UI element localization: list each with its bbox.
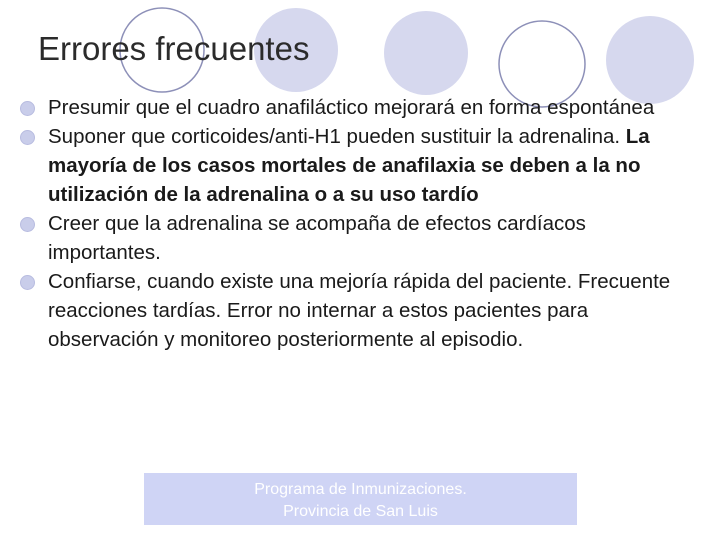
decor-circle-filled [606, 16, 694, 104]
bullet-list [12, 93, 702, 354]
list-item-text: Confiarse, cuando existe una mejoría rápida del paciente. Frecuente reacciones tardías. Error no internar a estos pacientes para observación y monitoreo posteriormente al episodio. [48, 270, 671, 351]
list-item [12, 122, 702, 209]
list-item [12, 209, 702, 267]
footer-box [144, 473, 577, 525]
bullet-icon [20, 101, 35, 116]
list-item-text: Suponer que corticoides/anti‑H1 pueden sustituir la adrenalina. [48, 125, 626, 148]
bullet-icon [20, 275, 35, 290]
bullet-icon [20, 130, 35, 145]
bullet-icon [20, 217, 35, 232]
list-item [12, 93, 702, 122]
list-item-bold-text: La mayoría de los casos mortales de anafilaxia se deben a la no utilización de la adrenalina o a su uso tardío [48, 125, 650, 206]
footer-line-1: Programa de Inmunizaciones. [254, 481, 467, 498]
decor-circle-filled [384, 11, 468, 95]
footer-line-2: Provincia de San Luis [283, 503, 438, 520]
list-item [12, 267, 702, 354]
list-item-text: Presumir que el cuadro anafiláctico mejorará en forma espontánea [48, 96, 655, 119]
slide-title: Errores frecuentes [38, 30, 310, 67]
list-item-text: Creer que la adrenalina se acompaña de efectos cardíacos importantes. [48, 212, 586, 264]
